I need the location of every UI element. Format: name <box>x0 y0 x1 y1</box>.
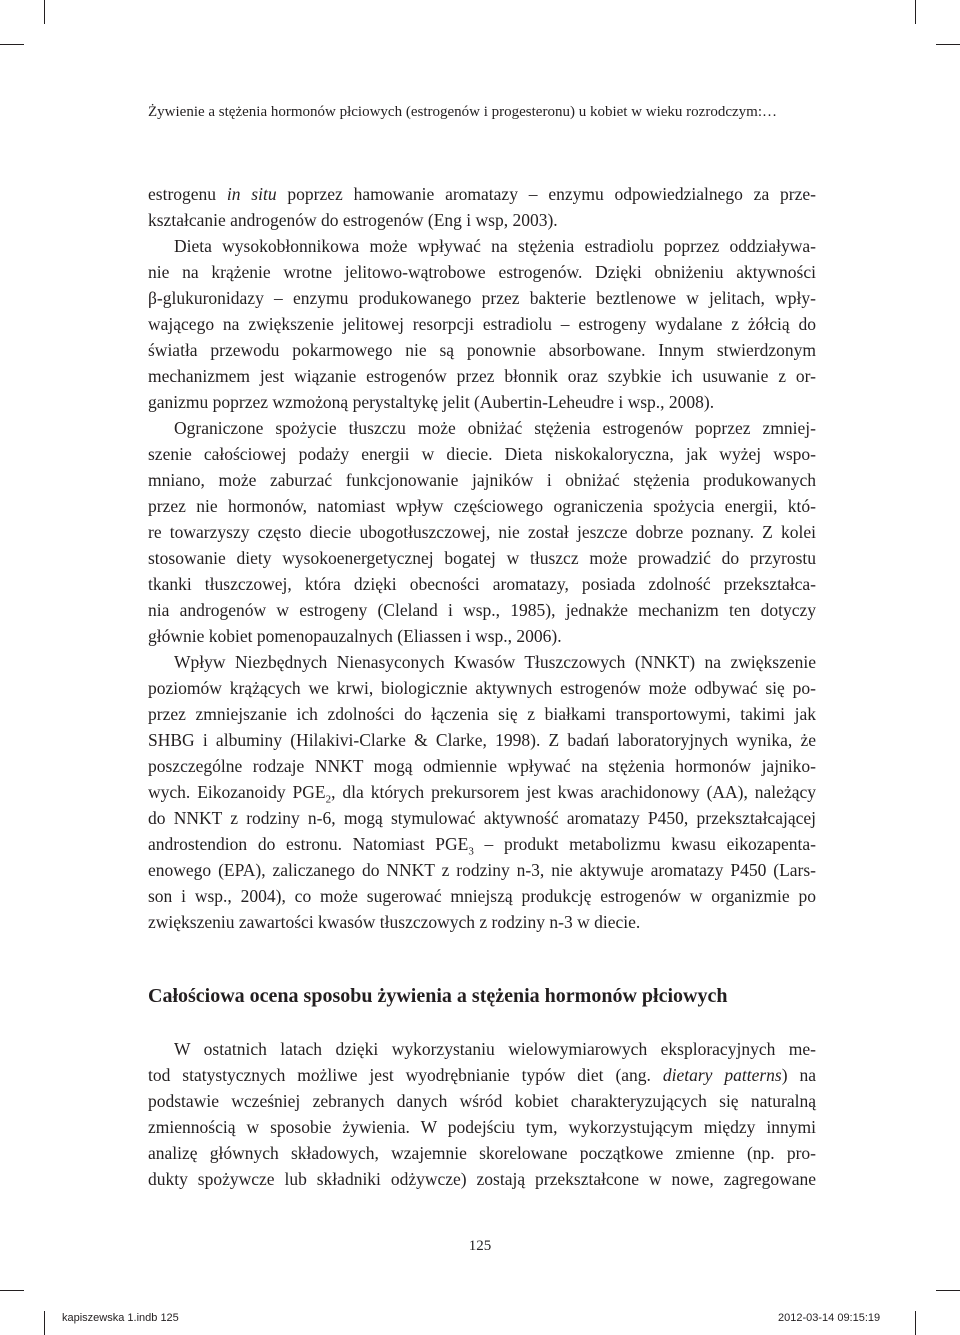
body-line <box>148 181 816 207</box>
crop-mark <box>44 0 45 24</box>
body-line <box>148 207 816 233</box>
italic-term: in situ <box>226 184 277 204</box>
body-line <box>148 623 816 649</box>
body-line <box>148 883 816 909</box>
body-line <box>148 857 816 883</box>
body-line <box>148 363 816 389</box>
body-line <box>148 727 816 753</box>
text-segment: kształcanie androgenów do estrogenów (Eng i wsp, 2003). <box>148 210 558 230</box>
text-segment: zwiększeniu zawartości kwasów tłuszczowych z rodziny n-3 w diecie. <box>148 912 641 932</box>
body-line <box>148 285 816 311</box>
body-line <box>148 805 816 831</box>
text-segment: światła przewodu pokarmowego nie są ponownie absorbowane. Innym stwierdzonym <box>148 340 816 360</box>
text-segment: poziomów krążących we krwi, biologicznie aktywnych estrogenów może odbywać się po- <box>148 678 816 698</box>
text-segment: nia androgenów w estrogeny (Cleland i wsp., 1985), jednakże mechanizm ten dotyczy <box>148 600 816 620</box>
text-segment: androstendion do estronu. Natomiast PGE <box>148 834 469 854</box>
text-segment: estrogenu in situ poprzez hamowanie aromatazy – enzymu odpowiedzialnego za prze- <box>148 184 816 204</box>
subscript: 3 <box>468 845 474 858</box>
body-line <box>148 1062 816 1088</box>
body-line <box>148 1140 816 1166</box>
body-line <box>148 701 816 727</box>
crop-mark <box>936 44 960 45</box>
body-line <box>148 441 816 467</box>
slug-timestamp: 2012-03-14 09:15:19 <box>778 1312 881 1324</box>
text-segment: son i wsp., 2004), co może sugerować mniejszą produkcję estrogenów w organizmie po <box>148 886 816 906</box>
slug-file: kapiszewska 1.indb 125 <box>62 1312 179 1324</box>
section-heading: Całościowa ocena sposobu żywienia a stężenia hormonów płciowych <box>148 985 728 1007</box>
body-line <box>148 259 816 285</box>
text-segment: SHBG i albuminy (Hilakivi-Clarke & Clarke, 1998). Z badań laboratoryjnych wynika, że <box>148 730 816 750</box>
body-line <box>148 571 816 597</box>
body-line <box>148 649 816 675</box>
body-line <box>148 415 816 441</box>
crop-mark <box>936 1290 960 1291</box>
running-head: Żywienie a stężenia hormonów płciowych (estrogenów i progesteronu) u kobiet w wieku rozrodczym:… <box>148 104 777 120</box>
text-segment: analizę głównych składowych, wzajemnie skorelowane początkowe zmienne (np. pro- <box>148 1143 816 1163</box>
text-segment: podstawie wcześniej zebranych danych wśród kobiet charakteryzujących się naturalną <box>148 1091 816 1111</box>
text-segment: mniano, może zaburzać funkcjonowanie jajników i obniżać stężenia produkowanych <box>148 470 816 490</box>
text-segment: β-glukuronidazy – enzymu produkowanego przez bakterie beztlenowe w jelitach, wpły- <box>148 288 816 308</box>
body-line <box>148 337 816 363</box>
text-segment: głównie kobiet pomenopauzalnych (Eliassen i wsp., 2006). <box>148 626 562 646</box>
text-segment: Ograniczone spożycie tłuszczu może obniżać stężenia estrogenów poprzez zmniej- <box>174 418 816 438</box>
text-segment: mechanizmem jest wiązanie estrogenów przez błonnik oraz szybkie ich usuwanie z or- <box>148 366 816 386</box>
text-segment: przez zmniejszanie ich zdolności do łączenia się z białkami transportowymi, takimi jak <box>148 704 816 724</box>
text-segment: Wpływ Niezbędnych Nienasyconych Kwasów Tłuszczowych (NNKT) na zwiększenie <box>174 652 816 672</box>
crop-mark <box>0 44 24 45</box>
body-line <box>148 389 816 415</box>
body-line <box>148 1166 816 1192</box>
body-line <box>148 1114 816 1140</box>
crop-mark <box>915 1311 916 1335</box>
text-segment: wającego na zwiększenie jelitowej resorpcji estradiolu – estrogeny wydalane z żółcią do <box>148 314 816 334</box>
text-segment: poszczególne rodzaje NNKT mogą odmiennie wpływać na stężenia hormonów jajniko- <box>148 756 816 776</box>
text-segment: W ostatnich latach dzięki wykorzystaniu wielowymiarowych eksploracyjnych me- <box>174 1039 816 1059</box>
body-line <box>148 1088 816 1114</box>
text-segment: – produkt metabolizmu kwasu eikozapenta- <box>473 834 817 854</box>
text-segment: tod statystycznych możliwe jest wyodrębnianie typów diet (ang. dietary patterns) na <box>148 1065 816 1085</box>
body-line <box>148 233 816 259</box>
body-line <box>148 311 816 337</box>
crop-mark <box>0 1290 24 1291</box>
text-segment: , dla których prekursorem jest kwas arachidonowy (AA), należący <box>331 782 816 802</box>
body-line <box>148 1036 816 1062</box>
body-line <box>148 467 816 493</box>
text-segment: nie na krążenie wrotne jelitowo-wątrobowe estrogenów. Dzięki obniżeniu aktywności <box>148 262 816 282</box>
text-segment: wych. Eikozanoidy PGE <box>148 782 326 802</box>
text-segment: ganizmu poprzez wzmożoną perystaltykę jelit (Aubertin-Leheudre i wsp., 2008). <box>148 392 715 412</box>
body-line <box>148 519 816 545</box>
body-line <box>148 753 816 779</box>
text-segment: szenie całościowej podaży energii w diecie. Dieta niskokaloryczna, jak wyżej wspo- <box>148 444 816 464</box>
text-segment: przez nie hormonów, natomiast wpływ częściowego ograniczenia spożycia energii, któ- <box>148 496 816 516</box>
text-segment: dukty spożywcze lub składniki odżywcze) zostają przekształcone w nowe, zagregowane <box>148 1169 816 1189</box>
text-segment: do NNKT z rodziny n-6, mogą stymulować aktywność aromatazy P450, przekształcającej <box>148 808 816 828</box>
page-number: 125 <box>468 1238 492 1254</box>
text-segment: re towarzyszy często diecie ubogotłuszczowej, nie został jeszcze dobrze poznany. Z kolei <box>148 522 816 542</box>
body-line <box>148 597 816 623</box>
crop-mark <box>915 0 916 24</box>
body-line <box>148 493 816 519</box>
text-segment: enowego (EPA), zaliczanego do NNKT z rodziny n-3, nie aktywuje aromatazy P450 (Lars- <box>148 860 816 880</box>
crop-mark <box>44 1311 45 1335</box>
text-segment: zmiennością w sposobie żywienia. W podejściu tym, wykorzystującym między innymi <box>148 1117 816 1137</box>
text-segment: Dieta wysokobłonnikowa może wpływać na stężenia estradiolu poprzez oddziaływa- <box>174 236 816 256</box>
body-line <box>148 909 816 935</box>
body-line <box>148 675 816 701</box>
subscript: 2 <box>325 793 332 806</box>
text-segment: tkanki tłuszczowej, która dzięki obecności aromatazy, posiada zdolność przekształca- <box>148 574 816 594</box>
italic-term: dietary patterns <box>662 1065 782 1085</box>
body-line <box>148 545 816 571</box>
text-segment: stosowanie diety wysokoenergetycznej bogatej w tłuszcz może prowadzić do przyrostu <box>148 548 816 568</box>
